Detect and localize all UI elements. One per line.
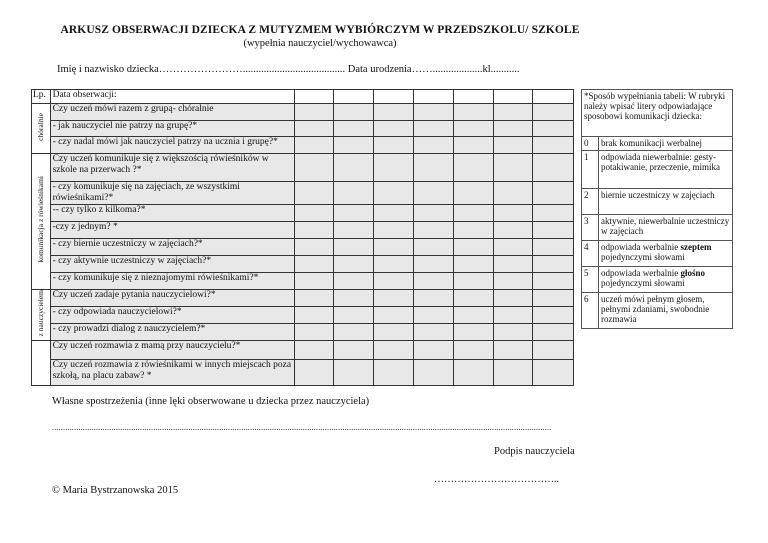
legend-item <box>582 137 733 151</box>
answer-cell[interactable] <box>533 239 574 256</box>
answer-cell[interactable] <box>533 256 574 273</box>
legend-code: 5 <box>582 267 599 293</box>
legend-item <box>582 151 733 189</box>
question-cell: - czy aktywnie uczestniczy w zajęciach?* <box>50 256 294 273</box>
table-row <box>32 273 574 290</box>
date-cell[interactable] <box>453 90 493 104</box>
legend-description: aktywnie, niewerbalnie uczestniczy w zajęciach <box>599 215 733 241</box>
answer-cell[interactable] <box>533 360 574 386</box>
answer-cell[interactable] <box>374 273 414 290</box>
legend-text: odpowiada werbalnie <box>601 268 681 278</box>
answer-cell[interactable] <box>453 104 493 121</box>
question-cell: Czy uczeń mówi razem z grupą- chóralnie <box>50 104 294 121</box>
legend-text: odpowiada werbalnie <box>601 242 681 252</box>
legend-code: 0 <box>582 137 599 151</box>
answer-cell[interactable] <box>493 182 533 205</box>
table-row <box>32 137 574 154</box>
date-cell[interactable] <box>493 90 533 104</box>
birth-date-label: Data urodzenia <box>347 64 412 75</box>
legend-table <box>581 89 733 329</box>
answer-cell[interactable] <box>493 324 533 341</box>
answer-cell[interactable] <box>413 341 453 360</box>
answer-cell[interactable] <box>334 154 374 182</box>
own-observations-label: Własne spostrzeżenia (inne lęki obserwowane u dziecka przez nauczyciela) <box>52 396 370 407</box>
legend-item <box>582 189 733 215</box>
answer-cell[interactable] <box>413 307 453 324</box>
answer-cell[interactable] <box>334 205 374 222</box>
answer-cell[interactable] <box>413 154 453 182</box>
answer-cell[interactable] <box>374 341 414 360</box>
answer-cell[interactable] <box>453 154 493 182</box>
answer-cell[interactable] <box>413 360 453 386</box>
table-row <box>32 290 574 307</box>
table-row <box>32 154 574 182</box>
answer-cell[interactable] <box>374 324 414 341</box>
table-row <box>32 341 574 360</box>
legend-description: biernie uczestniczy w zajęciach <box>599 189 733 215</box>
table-row <box>32 205 574 222</box>
answer-cell[interactable] <box>533 324 574 341</box>
legend-description <box>599 241 733 267</box>
legend-item <box>582 293 733 329</box>
category-cell <box>32 104 51 154</box>
answer-cell[interactable] <box>493 205 533 222</box>
answer-cell[interactable] <box>374 222 414 239</box>
answer-cell[interactable] <box>374 256 414 273</box>
answer-cell[interactable] <box>334 290 374 307</box>
answer-cell[interactable] <box>493 290 533 307</box>
date-cell[interactable] <box>533 90 574 104</box>
answer-cell[interactable] <box>413 273 453 290</box>
answer-cell[interactable] <box>334 324 374 341</box>
legend-item <box>582 241 733 267</box>
legend-description: uczeń mówi pełnym głosem, pełnymi zdaniami, swobodnie rozmawia <box>599 293 733 329</box>
name-field[interactable]: ……………………....................................... <box>158 64 346 75</box>
answer-cell[interactable] <box>493 341 533 360</box>
legend-code: 4 <box>582 241 599 267</box>
table-row <box>32 360 574 386</box>
answer-cell[interactable] <box>413 137 453 154</box>
legend-description <box>599 267 733 293</box>
legend-emphasis: szeptem <box>680 242 712 252</box>
question-cell: - czy biernie uczestniczy w zajęciach?* <box>50 239 294 256</box>
category-label: komunikacja z rówieśnikami <box>36 176 46 263</box>
answer-cell[interactable] <box>374 121 414 137</box>
signature-field[interactable]: ……………………………….. <box>434 474 559 485</box>
question-cell: - jak nauczyciel nie patrzy na grupę?* <box>50 121 294 137</box>
category-cell <box>32 154 51 290</box>
legend-code: 1 <box>582 151 599 189</box>
category-label: chóralnie <box>36 112 46 141</box>
question-cell: - czy prowadzi dialog z nauczycielem?* <box>50 324 294 341</box>
question-cell: -- czy tylko z kilkoma?* <box>50 205 294 222</box>
answer-cell[interactable] <box>294 182 334 205</box>
answer-cell[interactable] <box>533 290 574 307</box>
answer-cell[interactable] <box>533 104 574 121</box>
answer-cell[interactable] <box>533 273 574 290</box>
answer-cell[interactable] <box>493 307 533 324</box>
table-row <box>32 239 574 256</box>
question-cell: Czy uczeń rozmawia z rówieśnikami w innych miejscach poza szkołą, na placu zabaw? * <box>50 360 294 386</box>
answer-cell[interactable] <box>294 222 334 239</box>
answer-cell[interactable] <box>413 256 453 273</box>
answer-cell[interactable] <box>374 182 414 205</box>
answer-cell[interactable] <box>453 290 493 307</box>
question-cell: Czy uczeń komunikuje się z większością rówieśników w szkole na przerwach ?* <box>50 154 294 182</box>
answer-cell[interactable] <box>413 121 453 137</box>
answer-cell[interactable] <box>493 273 533 290</box>
answer-cell[interactable] <box>533 307 574 324</box>
answer-cell[interactable] <box>294 307 334 324</box>
answer-cell[interactable] <box>453 205 493 222</box>
answer-cell[interactable] <box>374 290 414 307</box>
student-info-line <box>57 64 520 75</box>
answer-cell[interactable] <box>493 104 533 121</box>
answer-cell[interactable] <box>453 182 493 205</box>
answer-cell[interactable] <box>453 137 493 154</box>
question-cell: - czy komunikuje się na zajęciach, ze wszystkimi rówieśnikami?* <box>50 182 294 205</box>
answer-cell[interactable] <box>453 324 493 341</box>
legend-item <box>582 215 733 241</box>
table-row <box>32 182 574 205</box>
table-row <box>32 256 574 273</box>
answer-cell[interactable] <box>294 205 334 222</box>
table-row <box>32 307 574 324</box>
answer-cell[interactable] <box>294 290 334 307</box>
answer-cell[interactable] <box>334 137 374 154</box>
answer-cell[interactable] <box>453 239 493 256</box>
answer-cell[interactable] <box>294 104 334 121</box>
answer-cell[interactable] <box>334 222 374 239</box>
answer-cell[interactable] <box>294 154 334 182</box>
answer-cell[interactable] <box>294 256 334 273</box>
answer-cell[interactable] <box>533 205 574 222</box>
answer-cell[interactable] <box>334 182 374 205</box>
table-row <box>32 222 574 239</box>
answer-cell[interactable] <box>533 222 574 239</box>
legend-description: odpowiada niewerbalnie: gesty- potakiwanie, przeczenie, mimika <box>599 151 733 189</box>
answer-cell[interactable] <box>453 307 493 324</box>
birth-date-field[interactable]: ……................... <box>411 64 483 75</box>
answer-cell[interactable] <box>374 239 414 256</box>
answer-cell[interactable] <box>374 360 414 386</box>
answer-cell[interactable] <box>493 222 533 239</box>
answer-cell[interactable] <box>294 341 334 360</box>
answer-cell[interactable] <box>413 104 453 121</box>
answer-cell[interactable] <box>453 256 493 273</box>
signature-label: Podpis nauczyciela <box>494 446 575 457</box>
answer-cell[interactable] <box>533 341 574 360</box>
answer-cell[interactable] <box>334 239 374 256</box>
question-cell: - czy odpowiada nauczycielowi?* <box>50 307 294 324</box>
answer-cell[interactable] <box>294 360 334 386</box>
answer-cell[interactable] <box>294 324 334 341</box>
question-cell: Czy uczeń zadaje pytania nauczycielowi?* <box>50 290 294 307</box>
answer-cell[interactable] <box>334 256 374 273</box>
page-title: ARKUSZ OBSERWACJI DZIECKA Z MUTYZMEM WYBIÓRCZYM W PRZEDSZKOLU/ SZKOLE <box>60 24 580 36</box>
legend-item <box>582 267 733 293</box>
legend-description: brak komunikacji werbalnej <box>599 137 733 151</box>
answer-cell[interactable] <box>453 121 493 137</box>
legend-code: 6 <box>582 293 599 329</box>
question-cell: - czy nadal mówi jak nauczyciel patrzy na ucznia i grupę?* <box>50 137 294 154</box>
answer-cell[interactable] <box>453 222 493 239</box>
category-cell <box>32 341 51 386</box>
answer-cell[interactable] <box>334 307 374 324</box>
answer-cell[interactable] <box>334 360 374 386</box>
answer-cell[interactable] <box>334 273 374 290</box>
answer-cell[interactable] <box>413 205 453 222</box>
answer-cell[interactable] <box>533 121 574 137</box>
answer-cell[interactable] <box>374 205 414 222</box>
class-label: kl <box>482 64 491 75</box>
date-cell[interactable] <box>413 90 453 104</box>
answer-cell[interactable] <box>453 360 493 386</box>
answer-cell[interactable] <box>493 121 533 137</box>
date-cell[interactable] <box>374 90 414 104</box>
observation-table <box>31 89 574 386</box>
answer-cell[interactable] <box>493 154 533 182</box>
answer-cell[interactable] <box>294 137 334 154</box>
table-row <box>32 121 574 137</box>
answer-cell[interactable] <box>374 154 414 182</box>
table-row <box>32 324 574 341</box>
legend-emphasis: głośno <box>680 268 705 278</box>
category-cell <box>32 290 51 341</box>
name-label: Imię i nazwisko dziecka <box>57 64 159 75</box>
answer-cell[interactable] <box>533 137 574 154</box>
page-subtitle: (wypełnia nauczyciel/wychowawca) <box>243 38 397 49</box>
table-row <box>32 104 574 121</box>
answer-cell[interactable] <box>493 239 533 256</box>
legend-text: pojedynczymi słowami <box>601 252 685 262</box>
answer-cell[interactable] <box>493 137 533 154</box>
answer-cell[interactable] <box>294 239 334 256</box>
answer-cell[interactable] <box>413 239 453 256</box>
answer-cell[interactable] <box>294 273 334 290</box>
lp-header: Lp. <box>32 90 51 104</box>
date-header: Data obserwacji: <box>50 90 294 104</box>
answer-cell[interactable] <box>413 182 453 205</box>
question-cell: Czy uczeń rozmawia z mamą przy nauczycielu?* <box>50 341 294 360</box>
legend-code: 2 <box>582 189 599 215</box>
own-observations-field[interactable]: ................................................................................................................................................................................................................................... <box>52 423 552 432</box>
answer-cell[interactable] <box>453 273 493 290</box>
category-label: z nauczycielem <box>36 290 46 337</box>
copyright: © Maria Bystrzanowska 2015 <box>52 485 179 496</box>
question-cell: -czy z jednym? * <box>50 222 294 239</box>
answer-cell[interactable] <box>453 341 493 360</box>
answer-cell[interactable] <box>493 360 533 386</box>
answer-cell[interactable] <box>294 121 334 137</box>
answer-cell[interactable] <box>374 137 414 154</box>
answer-cell[interactable] <box>493 256 533 273</box>
answer-cell[interactable] <box>533 182 574 205</box>
date-cell[interactable] <box>294 90 334 104</box>
answer-cell[interactable] <box>334 104 374 121</box>
answer-cell[interactable] <box>334 341 374 360</box>
answer-cell[interactable] <box>334 121 374 137</box>
date-cell[interactable] <box>334 90 374 104</box>
answer-cell[interactable] <box>374 307 414 324</box>
legend-header: *Sposób wypełniania tabeli: W rubryki należy wpisać litery odpowiadające sposobowi komunikacji dziecka: <box>582 90 733 137</box>
legend-code: 3 <box>582 215 599 241</box>
class-field[interactable]: ........... <box>490 64 520 75</box>
answer-cell[interactable] <box>533 154 574 182</box>
answer-cell[interactable] <box>374 104 414 121</box>
answer-cell[interactable] <box>413 324 453 341</box>
legend-text: pojedynczymi słowami <box>601 278 685 288</box>
question-cell: - czy komunikuje się z nieznajomymi rówieśnikami?* <box>50 273 294 290</box>
answer-cell[interactable] <box>413 290 453 307</box>
answer-cell[interactable] <box>413 222 453 239</box>
